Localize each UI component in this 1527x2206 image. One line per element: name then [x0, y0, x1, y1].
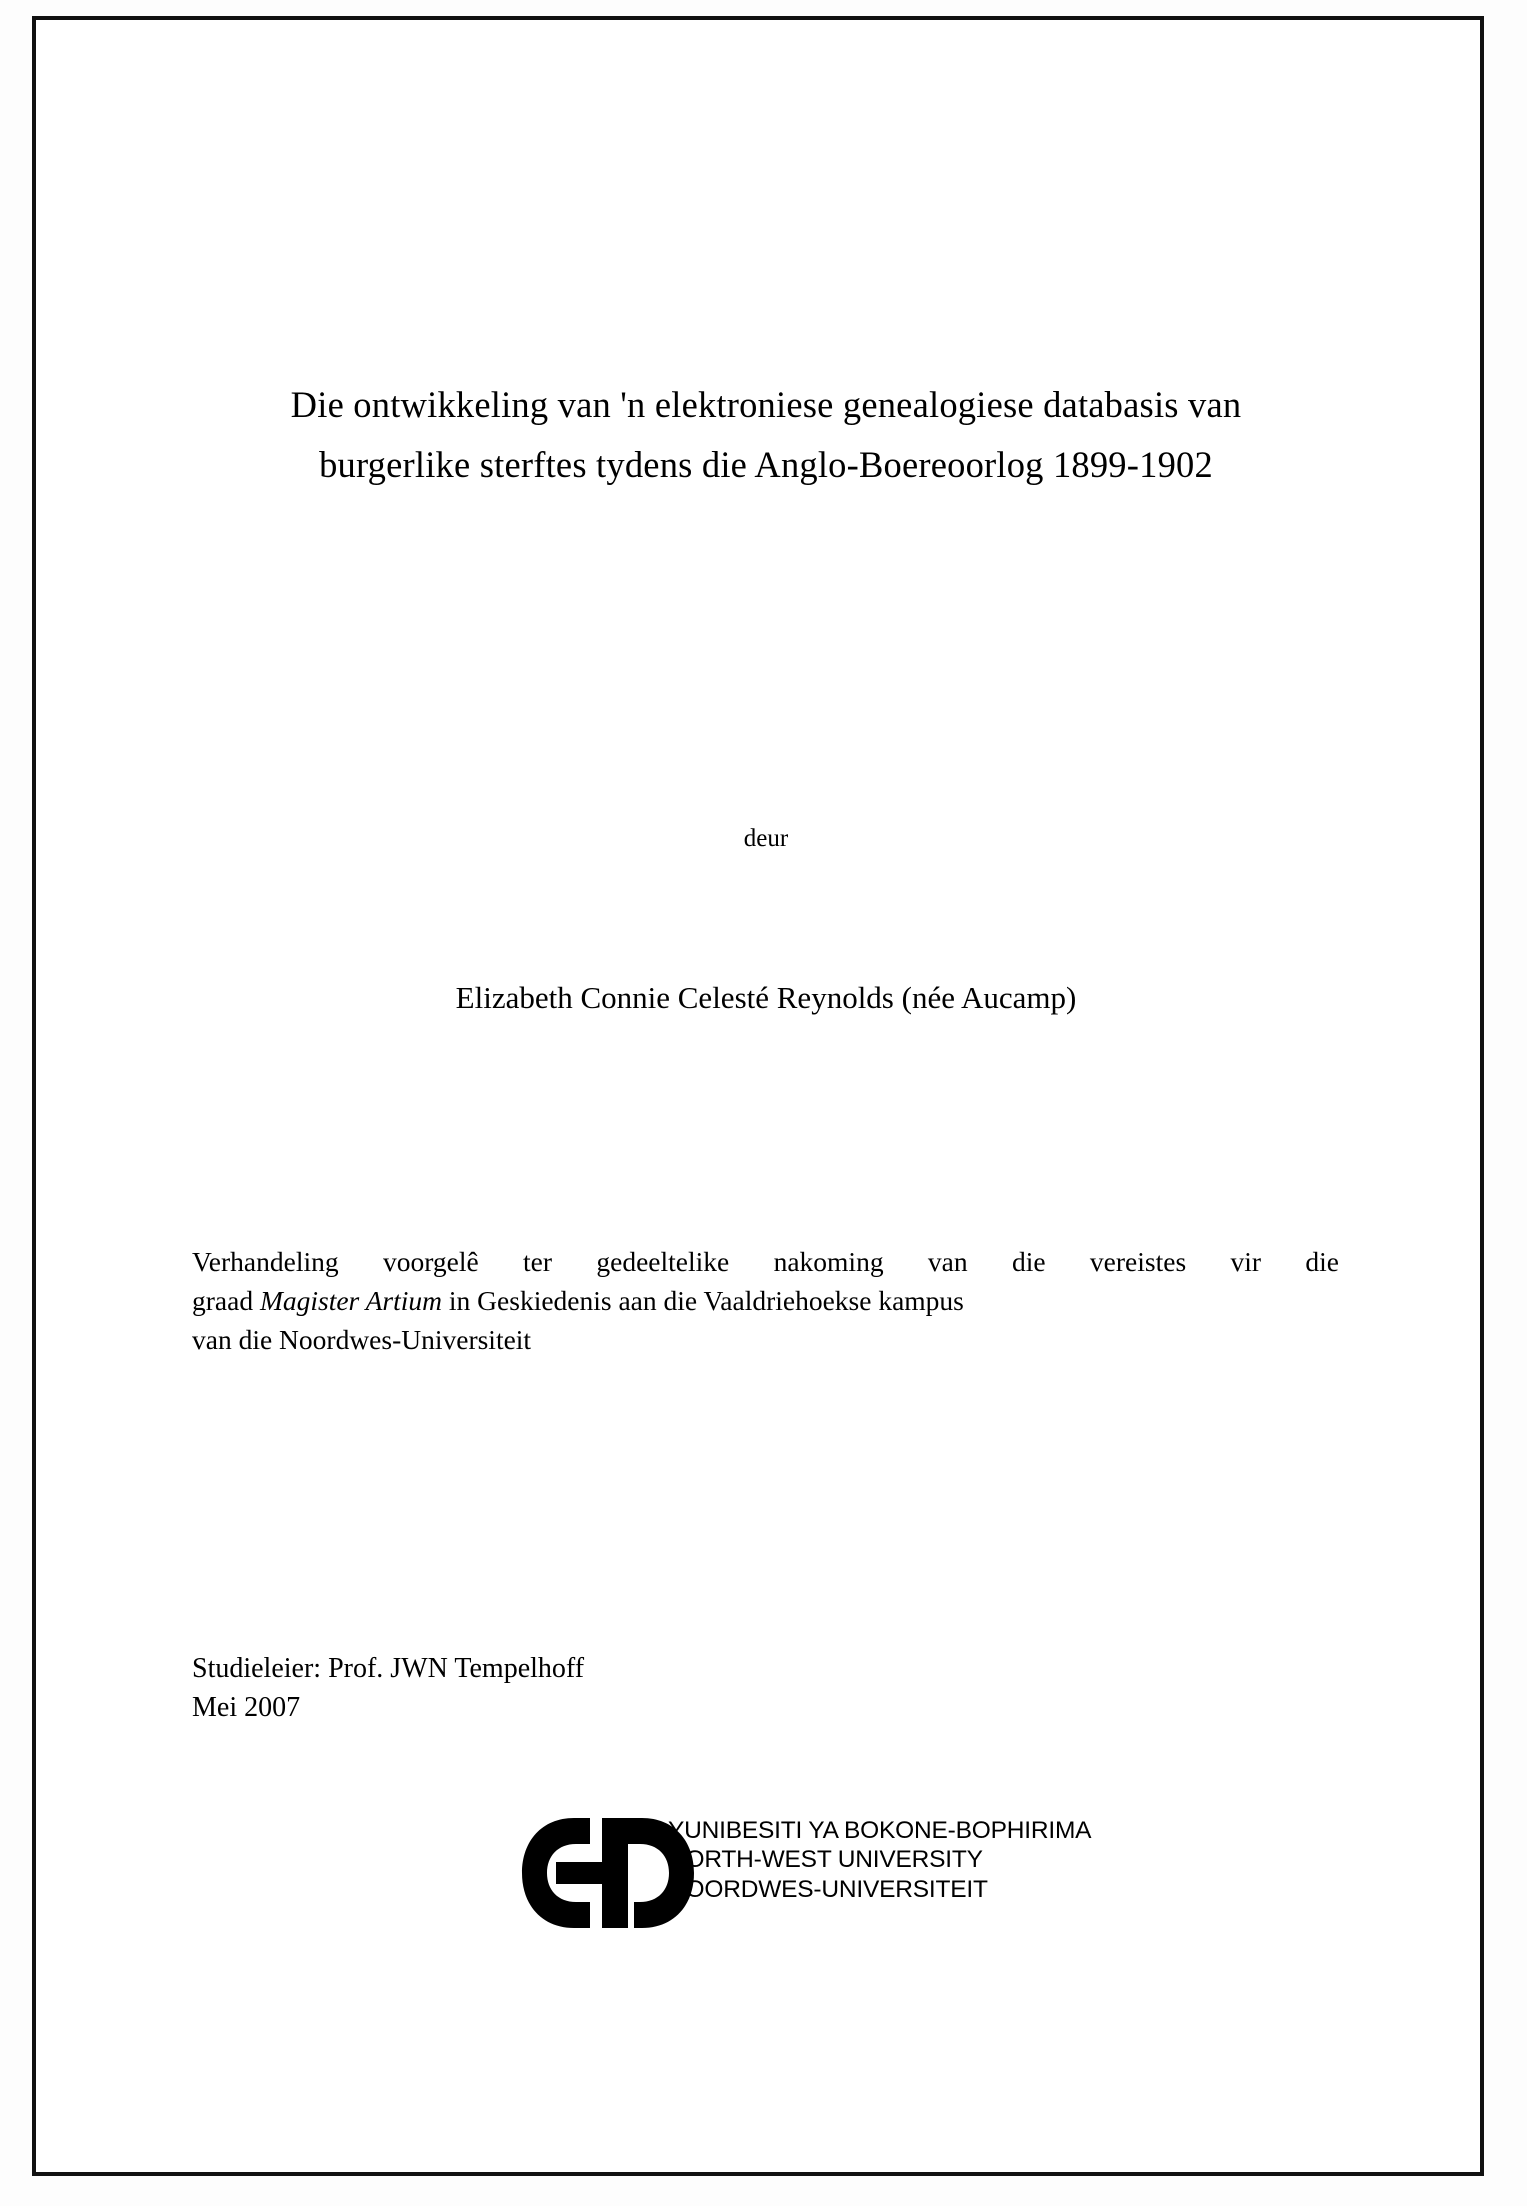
university-logo-text: [668, 1816, 1091, 1904]
supervisor-name: Studieleier: Prof. JWN Tempelhoff: [192, 1653, 585, 1684]
logo-text-line-1: YUNIBESITI YA BOKONE-BOPHIRIMA: [668, 1817, 1092, 1844]
degree-statement-line-2: [192, 1281, 1339, 1320]
page-content-area: [36, 20, 1480, 2172]
university-logo-block: [516, 1810, 1216, 1940]
logo-text-line-2: NORTH-WEST UNIVERSITY: [668, 1846, 983, 1874]
submission-date: Mei 2007: [192, 1691, 301, 1723]
logo-text-line-3: NOORDWES-UNIVERSITEIT: [668, 1875, 988, 1903]
degree-statement-line-1: Verhandeling voorgelê ter gedeeltelike nakoming van die vereistes vir die: [192, 1246, 1339, 1277]
degree-name-italic: Magister Artium: [259, 1285, 443, 1317]
author-name: Elizabeth Connie Celesté Reynolds (née Aucamp): [455, 980, 1077, 1015]
degree-statement-line-2-pre: graad: [192, 1285, 260, 1317]
degree-statement: [192, 1242, 1339, 1359]
title-line-2: burgerlike sterftes tydens die Anglo-Boereoorlog 1899-1902: [319, 444, 1213, 486]
page-border: [32, 16, 1484, 2176]
degree-statement-line-2-post: in Geskiedenis aan die Vaaldriehoekse kampus: [442, 1285, 964, 1317]
title-line-1: Die ontwikkeling van 'n elektroniese genealogiese databasis van: [290, 384, 1242, 425]
title-page-content: [186, 20, 1346, 2172]
by-label: deur: [743, 825, 789, 852]
page-title: [186, 375, 1346, 495]
supervisor-block: [192, 1650, 1092, 1727]
degree-statement-line-3: van die Noordwes-Universiteit: [192, 1324, 532, 1356]
